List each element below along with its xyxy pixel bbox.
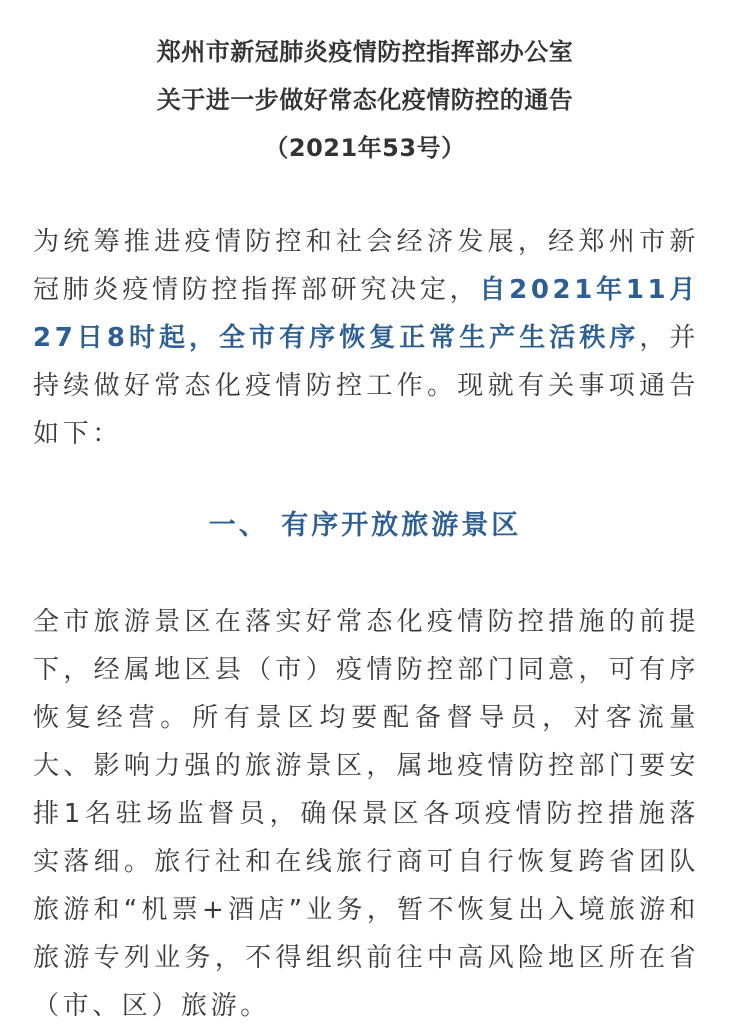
intro-paragraph (33, 218, 699, 458)
section-heading-1: 一、 有序开放旅游景区 (208, 510, 522, 541)
intro-highlight: 自2021年11月27日8时起，全市有序恢复正常生产生活秩序 (33, 275, 699, 353)
title-line-subject: 关于进一步做好常态化疫情防控的通告 (156, 86, 574, 114)
section-1-body: 全市旅游景区在落实好常态化疫情防控措施的前提下，经属地区县（市）疫情防控部门同意，可有序恢复经营。所有景区均要配备督导员，对客流量大、影响力强的旅游景区，属地疫情防控部门要安排1名驻场监督员，确保景区各项疫情防控措施落实落细。旅行社和在线旅行商可自行恢复跨省团队旅游和“机票+酒店”业务，暂不恢复出入境旅游和旅游专列业务，不得组织前往中高风险地区所在省（市、区）旅游。 (33, 607, 699, 1021)
title-line-number: （2021年53号） (264, 134, 466, 162)
intro-text-end: ，并持续做好常态化疫情防控工作。现就有关事项通告如下： (33, 323, 699, 449)
notice-title (0, 28, 730, 172)
title-line-issuer: 郑州市新冠肺炎疫情防控指挥部办公室 (156, 38, 574, 66)
intro-text-start: 为统筹推进疫情防控和社会经济发展，经郑州市新冠肺炎疫情防控指挥部研究决定， (33, 227, 699, 305)
